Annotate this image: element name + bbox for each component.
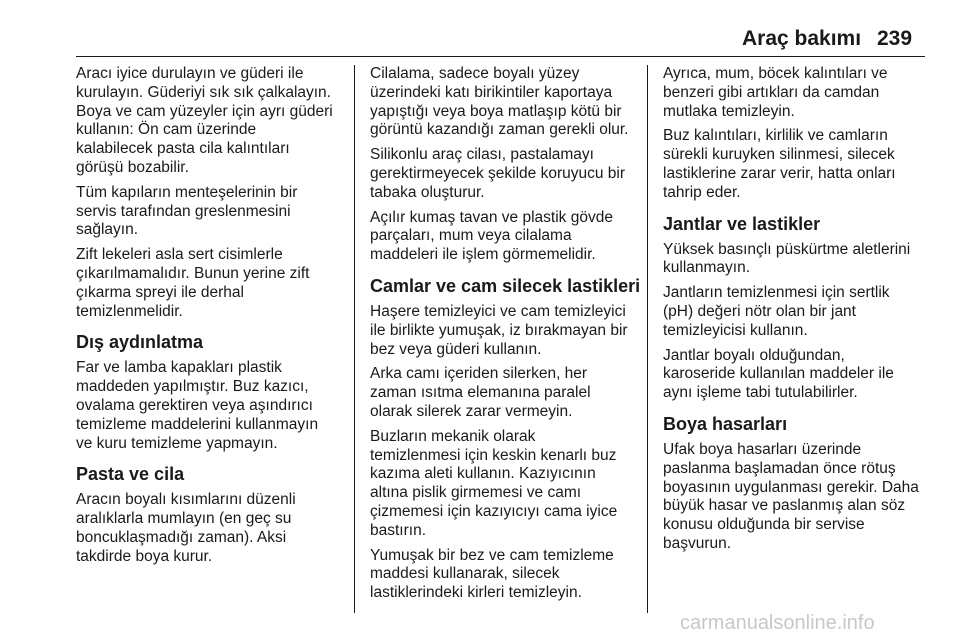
- column-divider-2: [647, 65, 648, 613]
- text-line: takdirde boya kurur.: [76, 547, 213, 565]
- paragraph: [76, 65, 346, 178]
- text-line: sağlayın.: [76, 221, 139, 239]
- text-line: paslanma başlamadan önce rötuş: [663, 459, 896, 477]
- text-line: Ufak boya hasarları üzerinde: [663, 440, 862, 458]
- text-line: maddeden yapılmıştır. Buz kazıcı,: [76, 378, 309, 396]
- text-line: parçaları, mum veya cilalama: [370, 227, 572, 245]
- text-line: Haşere temizleyici ve cam temizleyici: [370, 302, 626, 320]
- section-heading: Dış aydınlatma: [76, 332, 204, 353]
- text-line: maddeleri ile işlem görmemelidir.: [370, 246, 596, 264]
- text-line: Silikonlu araç cilası, pastalamayı: [370, 146, 594, 164]
- text-line: çizmemesi için kazıyıcıyı cama iyice: [370, 502, 618, 520]
- text-line: altına pislik girmemesi ve camı: [370, 484, 582, 502]
- text-line: Far ve lamba kapakları plastik: [76, 359, 282, 377]
- text-line: lastiklerindeki kirleri temizleyin.: [370, 584, 582, 602]
- text-line: Jantlar boyalı olduğundan,: [663, 346, 845, 364]
- text-line: Ayrıca, mum, böcek kalıntıları ve: [663, 65, 888, 82]
- text-line: Yüksek basınçlı püskürtme aletlerini: [663, 240, 911, 258]
- text-line: kullanın: Ön cam üzerinde: [76, 121, 257, 139]
- text-line: Boya ve cam yüzeyler için ayrı güderi: [76, 102, 333, 120]
- paragraph: [663, 127, 933, 202]
- text-line: bez veya güderi kullanın.: [370, 340, 542, 358]
- text-line: Jantların temizlenmesi için sertlik: [663, 284, 890, 302]
- text-line: ovalama gerektiren veya aşındırıcı: [76, 396, 313, 414]
- paragraph: [663, 284, 933, 340]
- paragraph: [663, 241, 933, 279]
- paragraph: [76, 184, 346, 240]
- text-line: maddesi kullanarak, silecek: [370, 565, 560, 583]
- paragraph: [663, 441, 933, 554]
- text-line: tahrip eder.: [663, 183, 741, 201]
- text-line: Aracı iyice durulayın ve güderi ile: [76, 65, 304, 82]
- text-line: yapıştığı veya boya matlaşıp kötü bir: [370, 102, 622, 120]
- text-line: bastırın.: [370, 521, 426, 539]
- text-line: Cilalama, sadece boyalı yüzey: [370, 65, 580, 82]
- text-line: aynı işleme tabi tutulabilirler.: [663, 384, 858, 402]
- text-line: karoseride kullanılan maddeler ile: [663, 365, 894, 383]
- page-title: Araç bakımı: [742, 27, 862, 50]
- text-line: temizlenmelidir.: [76, 302, 183, 320]
- section-heading: Pasta ve cila: [76, 464, 185, 485]
- text-line: çıkarılmamalıdır. Bunun yerine zift: [76, 264, 310, 282]
- paragraph: [76, 491, 346, 566]
- text-line: zaman ısıtma elemanına paralel: [370, 384, 591, 402]
- text-line: olarak silerek zarar vermeyin.: [370, 402, 573, 420]
- text-line: tabaka oluşturur.: [370, 183, 485, 201]
- text-line: boncuklaşmadığı zaman). Aksi: [76, 528, 287, 546]
- text-line: temizlenmesi için keskin kenarlı buz: [370, 446, 617, 464]
- page-number: 239: [877, 27, 913, 50]
- paragraph: [76, 246, 346, 321]
- text-line: ile birlikte yumuşak, iz bırakmayan bir: [370, 321, 628, 339]
- text-line: (pH) değeri nötr olan bir jant: [663, 302, 856, 320]
- text-line: görüntü kazandığı zaman gerekli olur.: [370, 121, 629, 139]
- text-line: Aracın boyalı kısımlarını düzenli: [76, 491, 296, 509]
- text-line: kullanmayın.: [663, 259, 751, 277]
- section-heading: Camlar ve cam silecek lastikleri: [370, 275, 641, 296]
- paragraph: [370, 65, 640, 140]
- text-line: kalabilecek pasta cila kalıntıları: [76, 140, 290, 158]
- text-line: mutlaka temizleyin.: [663, 102, 795, 120]
- text-line: kazıma aleti kullanın. Kazıyıcının: [370, 465, 596, 483]
- text-line: başvurun.: [663, 534, 732, 552]
- text-line: Arka camı içeriden silerken, her: [370, 365, 588, 383]
- section-heading: Jantlar ve lastikler: [663, 213, 821, 234]
- header-divider: [76, 56, 925, 57]
- paragraph: [370, 428, 640, 541]
- paragraph: [370, 547, 640, 603]
- paragraph: [370, 146, 640, 202]
- text-line: temizleme maddelerini kullanmayın: [76, 415, 319, 433]
- text-column-3: [663, 65, 933, 560]
- paragraph: [370, 365, 640, 421]
- text-line: Yumuşak bir bez ve cam temizleme: [370, 546, 614, 564]
- text-line: sürekli kuruyken silinmesi, silecek: [663, 146, 895, 164]
- paragraph: [370, 303, 640, 359]
- text-line: lastiklerine zarar verir, hatta onları: [663, 164, 896, 182]
- section-heading: Boya hasarları: [663, 413, 788, 434]
- text-line: aralıklarla mumlayın (en geç su: [76, 510, 292, 528]
- text-line: çıkarma spreyi ile derhal: [76, 283, 244, 301]
- text-line: servis tarafından greslenmesini: [76, 202, 291, 220]
- page-header: [0, 0, 960, 56]
- text-line: boyasının uygulanması gerekir. Daha: [663, 478, 919, 496]
- text-line: Tüm kapıların menteşelerinin bir: [76, 183, 298, 201]
- text-line: benzeri gibi artıkları da camdan: [663, 83, 880, 101]
- text-column-1: [76, 65, 346, 573]
- paragraph: [663, 347, 933, 403]
- paragraph: [663, 65, 933, 121]
- text-line: gerektirmeyecek şekilde koruyucu bir: [370, 164, 625, 182]
- text-line: konusu olduğunda bir servise: [663, 516, 865, 534]
- text-line: görüşü bozabilir.: [76, 158, 189, 176]
- text-line: büyük hasar ve paslanmış alan söz: [663, 497, 906, 515]
- column-divider-1: [354, 65, 355, 613]
- text-line: kurulayın. Güderiyi sık sık çalkalayın.: [76, 83, 331, 101]
- text-line: Buz kalıntıları, kirlilik ve camların: [663, 127, 888, 145]
- text-line: Açılır kumaş tavan ve plastik gövde: [370, 208, 613, 226]
- paragraph: [76, 359, 346, 453]
- watermark: carmanualsonline.info: [680, 612, 875, 634]
- text-column-2: [370, 65, 640, 609]
- paragraph: [370, 209, 640, 265]
- text-line: temizleyicisi kullanın.: [663, 321, 808, 339]
- text-line: ve kuru temizleme yapmayın.: [76, 434, 278, 452]
- text-line: üzerindeki katı birikintiler kaportaya: [370, 83, 613, 101]
- text-line: Zift lekeleri asla sert cisimlerle: [76, 246, 283, 264]
- text-line: Buzların mekanik olarak: [370, 427, 536, 445]
